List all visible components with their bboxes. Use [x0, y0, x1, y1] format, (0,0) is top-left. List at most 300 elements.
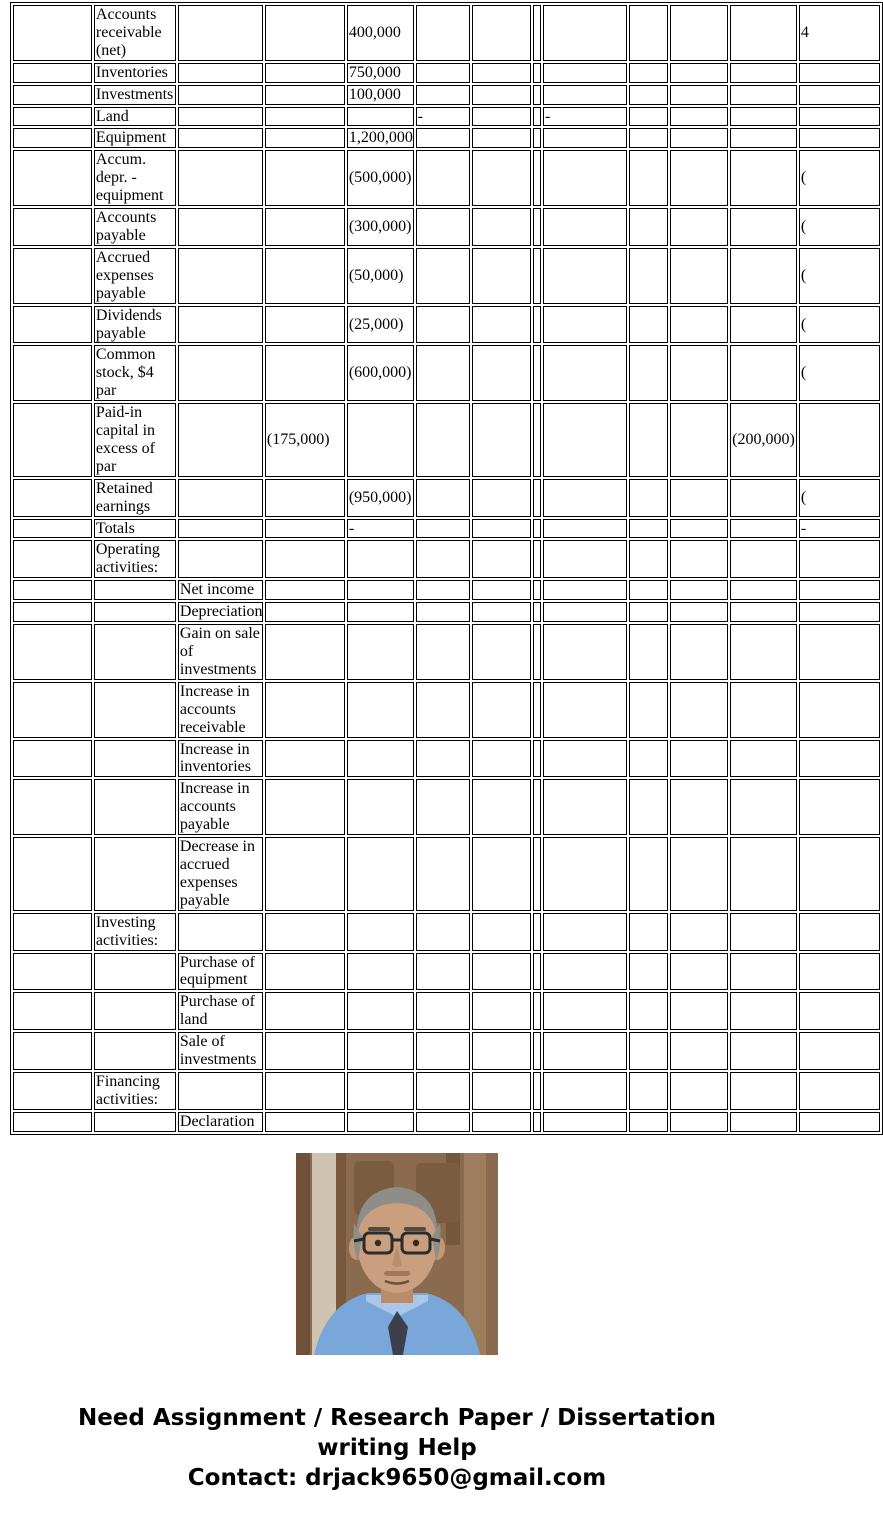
worksheet-cell [416, 913, 471, 951]
worksheet-cell [799, 953, 880, 991]
worksheet-cell [472, 519, 531, 539]
worksheet-cell [533, 624, 541, 680]
worksheet-cell [629, 1112, 668, 1132]
worksheet-cell [799, 580, 880, 600]
worksheet-cell: Decrease in accrued expenses payable [178, 837, 263, 911]
worksheet-cell [730, 740, 797, 778]
worksheet-cell [416, 740, 471, 778]
worksheet-cell: (950,000) [347, 479, 414, 517]
worksheet-cell [178, 150, 263, 206]
worksheet-cell [265, 602, 345, 622]
worksheet-cell [178, 5, 263, 61]
worksheet-cell: 4 [799, 5, 880, 61]
worksheet-cell [670, 1112, 728, 1132]
worksheet-cell [265, 740, 345, 778]
worksheet-cell [670, 624, 728, 680]
worksheet-cell: Accounts receivable (net) [94, 5, 176, 61]
worksheet-cell [533, 682, 541, 738]
worksheet-cell: Accum. depr. - equipment [94, 150, 176, 206]
worksheet-cell [670, 128, 728, 148]
worksheet-cell [265, 128, 345, 148]
worksheet-cell [533, 519, 541, 539]
worksheet-cell [265, 913, 345, 951]
presenter-photo [296, 1153, 498, 1355]
worksheet-cell [799, 740, 880, 778]
worksheet-cell [629, 580, 668, 600]
worksheet-row [13, 306, 880, 344]
worksheet-cell [629, 85, 668, 105]
worksheet-cell [533, 1112, 541, 1132]
worksheet-cell [533, 740, 541, 778]
worksheet-cell [670, 345, 728, 401]
worksheet-cell [543, 306, 627, 344]
worksheet-cell [265, 345, 345, 401]
worksheet-cell [265, 107, 345, 127]
worksheet-cell [416, 624, 471, 680]
worksheet-cell: Accounts payable [94, 208, 176, 246]
worksheet-cell [533, 345, 541, 401]
worksheet-clip [0, 2, 809, 1130]
worksheet-cell [94, 1032, 176, 1070]
worksheet-cell [416, 682, 471, 738]
worksheet-cell [13, 540, 92, 578]
worksheet-cell [799, 85, 880, 105]
worksheet-cell [347, 837, 414, 911]
worksheet-cell [416, 248, 471, 304]
worksheet-cell: (175,000) [265, 403, 345, 477]
worksheet-cell [472, 1072, 531, 1110]
worksheet-cell [543, 479, 627, 517]
worksheet-cell [543, 1032, 627, 1070]
worksheet-cell [472, 602, 531, 622]
worksheet-cell [265, 1112, 345, 1132]
worksheet-cell [533, 779, 541, 835]
worksheet-cell: Equipment [94, 128, 176, 148]
worksheet-cell [13, 913, 92, 951]
worksheet-cell [472, 5, 531, 61]
worksheet-cell: Increase in accounts receivable [178, 682, 263, 738]
worksheet-cell [347, 580, 414, 600]
worksheet-cell [416, 208, 471, 246]
worksheet-cell [730, 5, 797, 61]
worksheet-cell [799, 1072, 880, 1110]
worksheet-cell [178, 479, 263, 517]
worksheet-cell [543, 403, 627, 477]
worksheet-cell [543, 1112, 627, 1132]
worksheet-cell [730, 602, 797, 622]
worksheet-cell [13, 682, 92, 738]
worksheet-cell [543, 602, 627, 622]
worksheet-cell [265, 1072, 345, 1110]
worksheet-cell [799, 128, 880, 148]
worksheet-cell [533, 85, 541, 105]
worksheet-cell [543, 5, 627, 61]
worksheet-cell [416, 992, 471, 1030]
worksheet-cell [347, 953, 414, 991]
worksheet-cell [629, 403, 668, 477]
worksheet-cell [629, 519, 668, 539]
worksheet-row [13, 208, 880, 246]
worksheet-cell: Totals [94, 519, 176, 539]
worksheet-cell [670, 1072, 728, 1110]
worksheet-cell [13, 403, 92, 477]
cash-flow-worksheet [10, 2, 883, 1135]
worksheet-cell [472, 306, 531, 344]
worksheet-cell [178, 306, 263, 344]
worksheet-cell [799, 540, 880, 578]
worksheet-cell [799, 403, 880, 477]
worksheet-cell [670, 403, 728, 477]
worksheet-cell: 100,000 [347, 85, 414, 105]
worksheet-cell [472, 779, 531, 835]
worksheet-cell [472, 837, 531, 911]
worksheet-cell [543, 63, 627, 83]
worksheet-cell: 750,000 [347, 63, 414, 83]
worksheet-cell [629, 107, 668, 127]
worksheet-cell [347, 1032, 414, 1070]
contact-banner [0, 1403, 794, 1493]
worksheet-cell [543, 208, 627, 246]
worksheet-cell: (200,000) [730, 403, 797, 477]
worksheet-row [13, 602, 880, 622]
worksheet-cell [178, 913, 263, 951]
worksheet-cell [730, 837, 797, 911]
worksheet-cell [730, 128, 797, 148]
worksheet-cell [730, 479, 797, 517]
worksheet-cell: Operating activities: [94, 540, 176, 578]
worksheet-cell [670, 519, 728, 539]
worksheet-cell [347, 403, 414, 477]
worksheet-cell [730, 682, 797, 738]
worksheet-row [13, 992, 880, 1030]
worksheet-cell [629, 479, 668, 517]
worksheet-cell: Accrued expenses payable [94, 248, 176, 304]
worksheet-cell [265, 540, 345, 578]
worksheet-cell [416, 306, 471, 344]
worksheet-cell [94, 740, 176, 778]
worksheet-cell [670, 208, 728, 246]
worksheet-row [13, 403, 880, 477]
worksheet-cell: 1,200,000 [348, 129, 413, 147]
worksheet-cell [347, 992, 414, 1030]
worksheet-cell [629, 992, 668, 1030]
worksheet-row [13, 913, 880, 951]
worksheet-cell [13, 128, 92, 148]
worksheet-cell [347, 602, 414, 622]
worksheet-cell [533, 1032, 541, 1070]
worksheet-cell [730, 540, 797, 578]
worksheet-cell [347, 540, 414, 578]
worksheet-cell [670, 1032, 728, 1070]
worksheet-cell [533, 992, 541, 1030]
worksheet-cell [94, 624, 176, 680]
worksheet-cell [13, 63, 92, 83]
banner-line-1: Need Assignment / Research Paper / Dissertation [77, 1405, 717, 1431]
worksheet-cell: Purchase of equipment [178, 953, 263, 991]
worksheet-cell: Common stock, $4 par [94, 345, 176, 401]
worksheet-cell [94, 580, 176, 600]
worksheet-cell [543, 128, 627, 148]
worksheet-cell: - [799, 519, 880, 539]
worksheet-cell: Investments [94, 85, 176, 105]
worksheet-row [13, 580, 880, 600]
worksheet-cell [730, 345, 797, 401]
worksheet-cell [629, 208, 668, 246]
worksheet-cell [347, 1112, 414, 1132]
worksheet-cell [416, 403, 471, 477]
worksheet-cell: (50,000) [347, 248, 414, 304]
worksheet-cell [543, 519, 627, 539]
worksheet-cell [416, 1112, 471, 1132]
worksheet-cell [472, 682, 531, 738]
worksheet-cell [543, 682, 627, 738]
worksheet-cell [533, 602, 541, 622]
worksheet-cell [472, 624, 531, 680]
worksheet-cell [670, 580, 728, 600]
worksheet-row [13, 479, 880, 517]
worksheet-cell [13, 602, 92, 622]
worksheet-cell [472, 208, 531, 246]
worksheet-cell [472, 953, 531, 991]
worksheet-cell [670, 913, 728, 951]
worksheet-cell [265, 1032, 345, 1070]
worksheet-cell: - [347, 519, 414, 539]
worksheet-cell [265, 580, 345, 600]
worksheet-cell [670, 107, 728, 127]
worksheet-cell [670, 5, 728, 61]
worksheet-cell [265, 682, 345, 738]
worksheet-cell [13, 306, 92, 344]
worksheet-cell [799, 1032, 880, 1070]
worksheet-cell [533, 913, 541, 951]
presenter-section [0, 1153, 794, 1355]
worksheet-cell [416, 779, 471, 835]
worksheet-cell [543, 345, 627, 401]
worksheet-cell [730, 624, 797, 680]
worksheet-cell [265, 306, 345, 344]
worksheet-cell [416, 345, 471, 401]
worksheet-cell [472, 63, 531, 83]
worksheet-cell [799, 624, 880, 680]
worksheet-cell [543, 248, 627, 304]
worksheet-cell [730, 1032, 797, 1070]
worksheet-cell: Sale of investments [178, 1032, 263, 1070]
worksheet-cell [265, 5, 345, 61]
worksheet-cell [543, 580, 627, 600]
worksheet-cell [416, 837, 471, 911]
worksheet-cell [416, 602, 471, 622]
worksheet-cell [670, 248, 728, 304]
worksheet-cell [13, 1032, 92, 1070]
worksheet-cell [533, 208, 541, 246]
worksheet-body [13, 5, 880, 1132]
worksheet-cell [13, 208, 92, 246]
worksheet-cell [629, 5, 668, 61]
worksheet-cell: (500,000) [347, 150, 414, 206]
banner-contact-email: Contact: drjack9650@gmail.com [187, 1465, 607, 1491]
worksheet-cell [472, 540, 531, 578]
worksheet-cell: Paid-in capital in excess of par [94, 403, 176, 477]
worksheet-cell [416, 128, 471, 148]
worksheet-cell [94, 837, 176, 911]
worksheet-cell [533, 128, 541, 148]
worksheet-row [13, 837, 880, 911]
worksheet-cell [472, 150, 531, 206]
worksheet-cell [543, 740, 627, 778]
worksheet-cell [799, 913, 880, 951]
worksheet-cell [178, 208, 263, 246]
worksheet-cell [730, 248, 797, 304]
worksheet-cell: Land [94, 107, 176, 127]
worksheet-cell [416, 150, 471, 206]
worksheet-cell [799, 107, 880, 127]
worksheet-cell [416, 953, 471, 991]
worksheet-cell [629, 1072, 668, 1110]
worksheet-row [13, 682, 880, 738]
worksheet-cell [94, 602, 176, 622]
worksheet-cell [670, 740, 728, 778]
worksheet-cell [347, 1072, 414, 1110]
worksheet-row [13, 1112, 880, 1132]
worksheet-cell [178, 107, 263, 127]
worksheet-cell [13, 624, 92, 680]
worksheet-cell [629, 602, 668, 622]
worksheet-cell: Net income [178, 580, 263, 600]
worksheet-cell [670, 63, 728, 83]
worksheet-cell: Increase in accounts payable [178, 779, 263, 835]
worksheet-cell: Declaration [178, 1112, 263, 1132]
worksheet-cell [533, 1072, 541, 1110]
worksheet-cell [730, 107, 797, 127]
worksheet-cell [178, 85, 263, 105]
worksheet-cell [347, 682, 414, 738]
worksheet-cell [730, 306, 797, 344]
worksheet-cell [670, 682, 728, 738]
worksheet-row [13, 128, 880, 148]
worksheet-cell [799, 682, 880, 738]
worksheet-cell [13, 1072, 92, 1110]
worksheet-cell [533, 63, 541, 83]
worksheet-cell [265, 837, 345, 911]
worksheet-cell [13, 5, 92, 61]
worksheet-row [13, 345, 880, 401]
worksheet-cell [629, 913, 668, 951]
worksheet-cell: Depreciation [179, 603, 263, 621]
worksheet-cell [543, 150, 627, 206]
worksheet-cell [629, 345, 668, 401]
worksheet-cell [13, 150, 92, 206]
worksheet-cell [265, 519, 345, 539]
worksheet-cell [629, 128, 668, 148]
worksheet-cell: Purchase of land [178, 992, 263, 1030]
worksheet-cell [533, 306, 541, 344]
worksheet-cell [533, 5, 541, 61]
worksheet-cell [472, 128, 531, 148]
worksheet-cell [670, 150, 728, 206]
worksheet-cell [472, 345, 531, 401]
worksheet-cell: 400,000 [347, 5, 414, 61]
worksheet-cell [670, 85, 728, 105]
worksheet-cell [13, 85, 92, 105]
worksheet-cell [472, 479, 531, 517]
worksheet-cell [543, 85, 627, 105]
worksheet-row [13, 150, 880, 206]
worksheet-cell: ( [799, 208, 880, 246]
worksheet-cell [265, 208, 345, 246]
worksheet-cell [178, 128, 263, 148]
worksheet-cell [13, 779, 92, 835]
worksheet-cell [730, 913, 797, 951]
worksheet-cell [347, 107, 414, 127]
worksheet-row [13, 85, 880, 105]
worksheet-row [13, 624, 880, 680]
worksheet-cell [670, 953, 728, 991]
worksheet-cell [13, 992, 92, 1030]
worksheet-cell [178, 403, 263, 477]
worksheet-cell [13, 345, 92, 401]
worksheet-cell [265, 779, 345, 835]
worksheet-cell [543, 779, 627, 835]
worksheet-cell [416, 1032, 471, 1070]
worksheet-cell: Inventories [94, 63, 176, 83]
worksheet-cell [543, 540, 627, 578]
worksheet-cell [178, 540, 263, 578]
worksheet-cell [265, 63, 345, 83]
presenter-photo-illustration [296, 1153, 498, 1355]
worksheet-cell [416, 519, 471, 539]
worksheet-cell: Financing activities: [94, 1072, 176, 1110]
worksheet-cell [416, 540, 471, 578]
worksheet-cell: ( [799, 345, 880, 401]
worksheet-row [13, 519, 880, 539]
worksheet-cell [13, 580, 92, 600]
worksheet-row [13, 740, 880, 778]
worksheet-cell [94, 779, 176, 835]
worksheet-cell [799, 779, 880, 835]
worksheet-cell [730, 580, 797, 600]
worksheet-cell [178, 519, 263, 539]
worksheet-cell [94, 992, 176, 1030]
worksheet-cell [265, 624, 345, 680]
worksheet-row [13, 779, 880, 835]
worksheet-cell [730, 519, 797, 539]
worksheet-cell [533, 403, 541, 477]
worksheet-cell: ( [799, 248, 880, 304]
worksheet-cell [670, 779, 728, 835]
worksheet-cell [472, 248, 531, 304]
worksheet-row [13, 248, 880, 304]
worksheet-cell [533, 150, 541, 206]
worksheet-row [13, 5, 880, 61]
worksheet-cell [629, 63, 668, 83]
worksheet-cell [730, 63, 797, 83]
worksheet-cell [178, 1072, 263, 1110]
worksheet-cell [670, 837, 728, 911]
worksheet-cell [670, 602, 728, 622]
worksheet-cell: ( [799, 150, 880, 206]
worksheet-cell [799, 602, 880, 622]
worksheet-cell: ( [799, 306, 880, 344]
worksheet-cell [670, 540, 728, 578]
worksheet-cell [472, 740, 531, 778]
worksheet-cell [629, 682, 668, 738]
worksheet-cell [799, 1112, 880, 1132]
worksheet-cell [629, 248, 668, 304]
worksheet-cell [629, 540, 668, 578]
worksheet-cell [730, 779, 797, 835]
worksheet-cell [347, 624, 414, 680]
worksheet-cell: Increase in inventories [178, 740, 263, 778]
